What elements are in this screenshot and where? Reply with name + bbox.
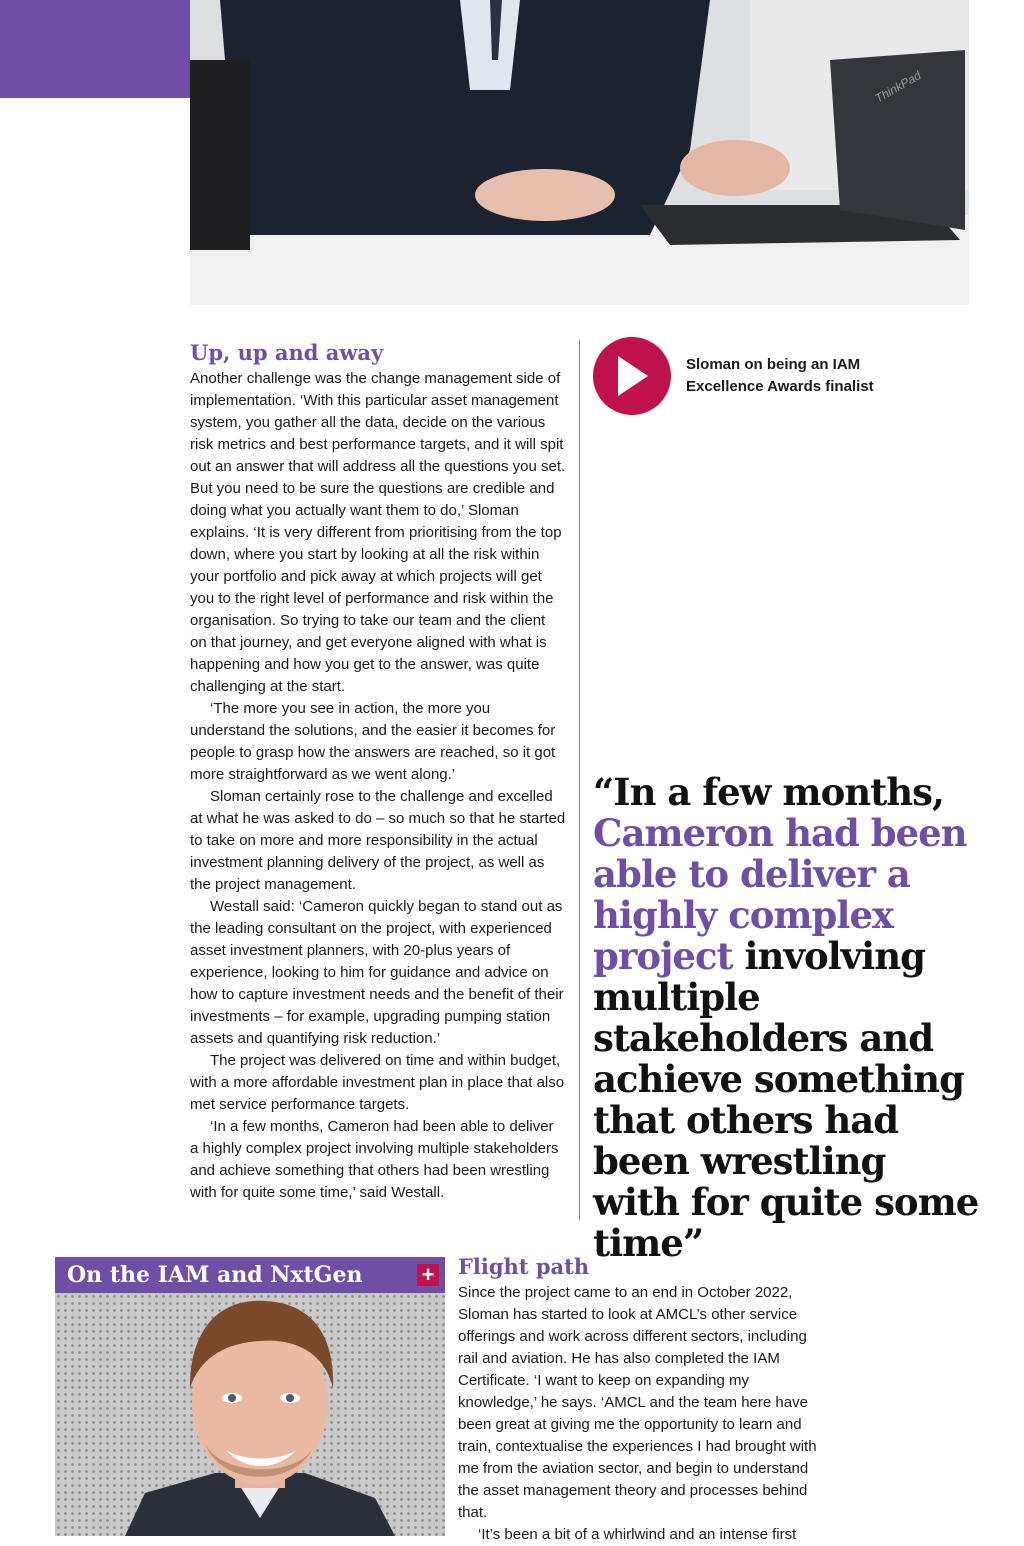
pull-quote <box>593 772 983 1264</box>
sidebar-title: On the IAM and NxtGen <box>67 1262 363 1288</box>
paragraph: Another challenge was the change management side of implementation. ‘With this particular asset management system, you gather all the data, decide on the various risk metrics and best performance targets, and it will spit out an answer that will address all the questions you set. But you need to be sure the questions are credible and doing what you actually want them to do,’ Sloman explains. ‘It is very different from prioritising from the top down, where you start by looking at all the risk within your portfolio and pick away at which projects will get you to the right level of performance and risk within the organisation. So trying to take our team and the client on that journey, and get everyone aligned with what is happening and how you get to the answer, was quite challenging at the start. <box>190 370 566 695</box>
section-heading-up-up-and-away: Up, up and away <box>190 340 384 365</box>
video-caption: Sloman on being an IAM Excellence Awards finalist <box>686 356 874 395</box>
plus-icon[interactable]: + <box>417 1264 439 1286</box>
play-button[interactable] <box>593 337 671 415</box>
business-photo <box>190 0 969 305</box>
purple-accent-block <box>0 0 190 98</box>
pull-quote-part1: “In a few months, <box>593 770 944 814</box>
article-column-left <box>190 340 566 1204</box>
pull-quote-part2: involving multiple stakeholders and achieve something that others had been wrestling with for quite some time” <box>593 934 979 1265</box>
paragraph: ‘In a few months, Cameron had been able to deliver a highly complex project involving multiple stakeholders and achieve something that others had been wrestling with for quite some time,’ said Westall. <box>190 1118 559 1201</box>
section-heading-flight-path: Flight path <box>458 1254 590 1279</box>
article-column-right <box>458 1254 828 1546</box>
paragraph: Sloman certainly rose to the challenge and excelled at what he was asked to do – so much so that he started to take on more and more responsibility in the actual investment planning delivery of the project, as well as the project management. <box>190 788 566 893</box>
play-icon <box>612 354 652 398</box>
column-divider <box>579 340 580 1220</box>
paragraph: Westall said: ‘Cameron quickly began to stand out as the leading consultant on the project, with experienced asset investment planners, with 20-plus years of experience, looking to him for guidance and advice on how to capture investment needs and the benefit of their investments – for example, upgrading pumping station assets and quantifying risk reduction.’ <box>190 898 564 1047</box>
paragraph: Since the project came to an end in October 2022, Sloman has started to look at AMCL’s other service offerings and work across different sectors, including rail and aviation. He has also completed the IAM Certificate. ‘I want to keep on expanding my knowledge,’ he says. ‘AMCL and the team here have been great at giving me the opportunity to learn and train, contextualise the experiences I had brought with me from the aviation sector, and begin to understand the asset management theory and processes behind that. <box>458 1284 817 1521</box>
paragraph: The project was delivered on time and within budget, with a more affordable investment plan in place that also met service performance targets. <box>190 1052 565 1113</box>
paragraph: ‘It’s been a bit of a whirlwind and an intense first <box>478 1526 797 1543</box>
sidebar-header <box>55 1257 445 1293</box>
pull-quote-highlight: Cameron had been able to deliver a highly complex project <box>593 811 967 978</box>
laptop-brand-text: ThinkPad <box>872 68 924 106</box>
portrait-photo <box>55 1293 445 1536</box>
paragraph: ‘The more you see in action, the more you understand the solutions, and the easier it becomes for people to grasp how the answers are reached, so it got more straightforward as we went along.’ <box>190 700 556 783</box>
video-link[interactable] <box>593 337 886 415</box>
